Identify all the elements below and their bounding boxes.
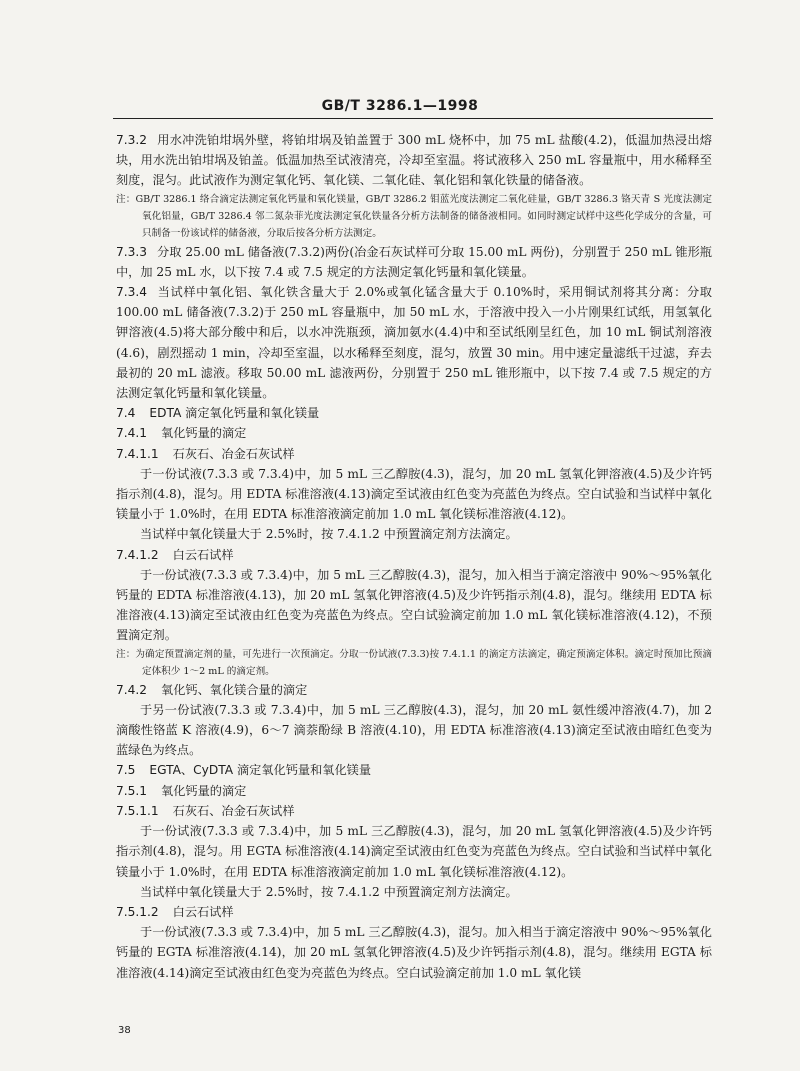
page-header: GB/T 3286.1—1998 (321, 98, 479, 114)
numbered-paragraph (116, 130, 712, 191)
section-title: 氧化钙量的滴定 (161, 426, 247, 441)
page-number: 38 (118, 1025, 131, 1036)
section-number: 7.4.1 (116, 426, 148, 441)
body-paragraph: 当试样中氧化镁量大于 2.5%时，按 7.4.1.2 中预置滴定剂方法滴定。 (140, 884, 518, 899)
section-number: 7.4.2 (116, 682, 148, 697)
body-paragraph: 于一份试液(7.3.3 或 7.3.4)中，加 5 mL 三乙醇胺(4.3)，混匀，加 20 mL 氢氧化钾溶液(4.5)及少许钙指示剂(4.8)，混匀。用 EDTA 标准溶液(4.13)滴定至试液由红色变为亮蓝色为终点。空白试验和当试样中氧化镁量小于 1.0%时，在用 EDTA 标准溶液滴定前加 1.0 mL 氧化镁标准溶液(4.12)。 (116, 466, 712, 522)
body-paragraph: 于一份试液(7.3.3 或 7.3.4)中，加 5 mL 三乙醇胺(4.3)，混匀。加入相当于滴定溶液中 90%～95%氧化钙量的 EGTA 标准溶液(4.14)，加 20 mL 氢氧化钾溶液(4.5)及少许钙指示剂(4.8)，混匀。继续用 EGTA 标准溶液(4.14)滴定至试液由红色变为亮蓝色为终点。空白试验滴定前加 1.0 mL 氧化镁 (116, 925, 712, 980)
section-number: 7.4.1.2 (116, 547, 159, 562)
section-heading (116, 902, 712, 922)
section-title: 石灰石、冶金石灰试样 (172, 803, 295, 818)
section-number: 7.5 (116, 763, 136, 778)
numbered-paragraph (116, 242, 712, 282)
section-number: 7.5.1 (116, 783, 148, 798)
header-rule (113, 118, 713, 119)
note-paragraph: 注：GB/T 3286.1 络合滴定法测定氧化钙量和氧化镁量，GB/T 3286.2 钼蓝光度法测定二氧化硅量，GB/T 3286.3 铬天青 S 光度法测定氧化铝量，GB/T 3286.4 邻二氮杂菲光度法测定氧化铁量各分析方法制备的储备液相同。如同时测定试样中这些化学成分的含量，可只制备一份该试样的储备液，分取后按各分析方法测定。 (116, 193, 712, 239)
section-number: 7.5.1.1 (116, 803, 159, 818)
paragraph-text: 当试样中氧化铝、氧化铁含量大于 2.0%或氧化锰含量大于 0.10%时，采用铜试剂将其分离：分取 100.00 mL 储备液(7.3.2)于 250 mL 容量瓶中，加 50 mL 水，于溶液中投入一小片刚果红试纸，用氢氧化钾溶液(4.5)将大部分酸中和后，以水冲洗瓶颈，滴加氨水(4.4)中和至试纸刚呈红色，加 10 mL 铜试剂溶液(4.6)，剧烈摇动 1 min，冷却至室温，以水稀释至刻度，混匀，放置 30 min。用中速定量滤纸干过滤，弃去最初的 20 mL 滤液。移取 50.00 mL 滤液两份，分别置于 250 mL 锥形瓶中，以下按 7.4 或 7.5 规定的方法测定氧化钙量和氧化镁量。 (116, 285, 712, 401)
paragraph-number: 7.3.3 (116, 244, 148, 259)
section-heading (116, 545, 712, 565)
section-heading (116, 760, 712, 780)
section-title: 氧化钙、氧化镁合量的滴定 (161, 682, 308, 697)
section-heading (116, 680, 712, 700)
section-heading (116, 423, 712, 443)
section-title: 氧化钙量的滴定 (161, 783, 247, 798)
body-paragraph: 于另一份试液(7.3.3 或 7.3.4)中，加 5 mL 三乙醇胺(4.3)，混匀，加 20 mL 氨性缓冲溶液(4.7)，加 2 滴酸性铬蓝 K 溶液(4.9)，6～7 滴萘酚绿 B 溶液(4.10)，用 EDTA 标准溶液(4.13)滴定至试液由暗红色变为蓝绿色为终点。 (116, 702, 712, 758)
paragraph-text: 分取 25.00 mL 储备液(7.3.2)两份(冶金石灰试样可分取 15.00 mL 两份)，分别置于 250 mL 锥形瓶中，加 25 mL 水，以下按 7.4 或 7.5 规定的方法测定氧化钙量和氧化镁量。 (116, 244, 712, 279)
section-title: EGTA、CyDTA 滴定氧化钙量和氧化镁量 (149, 763, 372, 778)
section-title: 白云石试样 (172, 547, 234, 562)
note-paragraph: 注：为确定预置滴定剂的量，可先进行一次预滴定。分取一份试液(7.3.3)按 7.4.1.1 的滴定方法滴定，确定预滴定体积。滴定时预加比预滴定体积少 1～2 mL 的滴定剂。 (116, 648, 712, 677)
body-paragraph: 于一份试液(7.3.3 或 7.3.4)中，加 5 mL 三乙醇胺(4.3)，混匀，加 20 mL 氢氧化钾溶液(4.5)及少许钙指示剂(4.8)，混匀。用 EGTA 标准溶液(4.14)滴定至试液由红色变为亮蓝色为终点。空白试验和当试样中氧化镁量小于 1.0%时，在用 EDTA 标准溶液滴定前加 1.0 mL 氧化镁标准溶液(4.12)。 (116, 824, 712, 879)
paragraph-number: 7.3.4 (116, 285, 148, 300)
body-paragraph: 于一份试液(7.3.3 或 7.3.4)中，加 5 mL 三乙醇胺(4.3)，混匀，加入相当于滴定溶液中 90%～95%氧化钙量的 EDTA 标准溶液(4.13)，加 20 mL 氢氧化钾溶液(4.5)及少许钙指示剂(4.8)，混匀。继续用 EDTA 标准溶液(4.13)滴定至试液由红色变为亮蓝色为终点。空白试验滴定前加 1.0 mL 氧化镁标准溶液(4.12)，不预置滴定剂。 (116, 567, 712, 643)
body-paragraph: 当试样中氧化镁量大于 2.5%时，按 7.4.1.2 中预置滴定剂方法滴定。 (140, 527, 518, 542)
section-title: 白云石试样 (172, 904, 234, 919)
section-heading (116, 403, 712, 423)
section-title: EDTA 滴定氧化钙量和氧化镁量 (149, 406, 320, 421)
section-number: 7.5.1.2 (116, 904, 159, 919)
numbered-paragraph (116, 282, 712, 403)
paragraph-text: 用水冲洗铂坩埚外壁，将铂坩埚及铂盖置于 300 mL 烧杯中，加 75 mL 盐酸(4.2)，低温加热浸出熔块，用水洗出铂坩埚及铂盖。低温加热至试液清亮，冷却至室温。将试液移入 250 mL 容量瓶中，用水稀释至刻度，混匀。此试液作为测定氧化钙、氧化镁、二氧化硅、氧化铝和氧化铁量的储备液。 (116, 133, 712, 188)
section-heading (116, 801, 712, 821)
paragraph-number: 7.3.2 (116, 133, 148, 147)
section-heading (116, 444, 712, 464)
section-number: 7.4 (116, 406, 136, 421)
section-heading (116, 781, 712, 801)
document-body (116, 130, 712, 983)
section-title: 石灰石、冶金石灰试样 (172, 446, 295, 461)
section-number: 7.4.1.1 (116, 446, 159, 461)
